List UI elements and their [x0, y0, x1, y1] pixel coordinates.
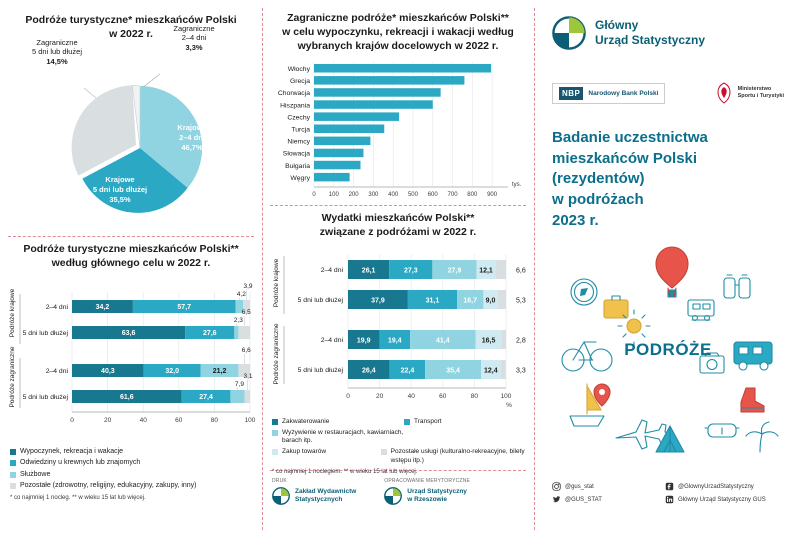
- suitcase-icon: [604, 296, 628, 318]
- svg-text:60: 60: [175, 417, 183, 424]
- svg-text:Podróże zagraniczne: Podróże zagraniczne: [273, 323, 280, 385]
- pie-label-krajowe-2-4-sub: 2–4 dni: [179, 133, 205, 142]
- gus-logo-icon: [272, 487, 290, 505]
- column-middle: [262, 0, 534, 538]
- credit-content-logo-line: [384, 487, 470, 505]
- gus-header-line2: Urząd Statystyczny: [595, 33, 706, 47]
- countries-chart-title-line2: w celu wypoczynku, rekreacji i wakacji według: [282, 25, 514, 38]
- spend-stacked-chart: [268, 248, 530, 423]
- legend-item: [10, 482, 260, 490]
- social-twitter[interactable]: [552, 495, 660, 504]
- social-row-top: [552, 482, 784, 491]
- svg-text:9,0: 9,0: [485, 297, 496, 305]
- legend-swatch-icon: [10, 483, 16, 489]
- pie-chart-title-line1: Podróże turystyczne* mieszkańców Polski: [25, 14, 237, 26]
- svg-text:60: 60: [439, 393, 447, 400]
- callout-zagr-short-value: 3,3%: [185, 42, 203, 52]
- legend-swatch-icon: [272, 419, 278, 425]
- svg-text:4,2: 4,2: [236, 291, 246, 298]
- svg-text:Podróże zagraniczne: Podróże zagraniczne: [9, 346, 16, 408]
- svg-text:600: 600: [427, 192, 438, 198]
- pie-chart-svg: [8, 52, 254, 232]
- svg-text:100: 100: [244, 417, 256, 424]
- svg-text:700: 700: [447, 192, 458, 198]
- credit-print-logo-line: [272, 487, 356, 505]
- ministry-logo: [714, 82, 784, 104]
- svg-text:Czechy: Czechy: [287, 114, 310, 122]
- legend-row: [272, 418, 528, 426]
- legend-item: [404, 418, 442, 426]
- svg-text:tys.: tys.: [512, 182, 522, 188]
- svg-text:5,3: 5,3: [516, 297, 526, 305]
- gus-header-text: [595, 18, 705, 48]
- legend-item: [10, 448, 260, 456]
- legend-label: Pozostałe (zdrowotny, religijny, edukacyjny, zakupy, inny): [20, 482, 197, 490]
- credit-content: [384, 478, 470, 505]
- credits-block: [272, 478, 524, 505]
- social-row-bottom: [552, 495, 784, 504]
- svg-text:6,6: 6,6: [241, 347, 251, 354]
- ministry-line2: Sportu i Turystyki: [737, 93, 784, 99]
- legend-swatch-icon: [272, 430, 278, 436]
- legend-row: [272, 429, 528, 445]
- svg-text:100: 100: [328, 192, 339, 198]
- svg-text:Bułgaria: Bułgaria: [285, 162, 310, 170]
- svg-text:2,8: 2,8: [516, 337, 526, 345]
- linkedin-icon: [665, 495, 674, 504]
- svg-text:27,6: 27,6: [202, 330, 217, 337]
- svg-text:16,5: 16,5: [481, 337, 496, 345]
- countries-bar-chart: [270, 58, 528, 198]
- legend-label: Zakwaterowanie: [282, 418, 330, 425]
- svg-text:Hiszpania: Hiszpania: [280, 102, 310, 110]
- legend-swatch-icon: [10, 472, 16, 478]
- gus-header-line1: Główny: [595, 18, 639, 32]
- callout-zagr-long-sub: 5 dni lub dłużej: [31, 47, 83, 57]
- svg-text:26,4: 26,4: [362, 367, 376, 375]
- page-title: [552, 128, 782, 231]
- svg-text:34,2: 34,2: [95, 304, 110, 311]
- legend-label: Odwiedziny u krewnych lub znajomych: [20, 459, 141, 467]
- legend-item: [10, 471, 260, 479]
- gus-logo-icon: [384, 487, 402, 505]
- svg-text:12,1: 12,1: [479, 267, 493, 275]
- legend-label: Zakup towarów: [282, 448, 327, 456]
- svg-text:Podróże krajowe: Podróże krajowe: [273, 258, 280, 308]
- legend-swatch-icon: [381, 449, 387, 455]
- instagram-icon: [552, 482, 561, 491]
- svg-text:22,4: 22,4: [400, 367, 415, 375]
- train-icon: [688, 300, 714, 320]
- purpose-chart-footnote: * co najmniej 1 nocleg. ** w wieku 15 lat lub więcej.: [10, 494, 146, 501]
- purpose-chart-title: [8, 243, 254, 271]
- pie-label-krajowe-2-4-value: 46,7%: [181, 143, 203, 152]
- social-linkedin[interactable]: [665, 495, 766, 504]
- ministry-line1: Ministerstwo: [737, 86, 772, 93]
- svg-text:41,4: 41,4: [435, 337, 450, 345]
- svg-text:20: 20: [103, 417, 112, 424]
- social-instagram[interactable]: [552, 482, 660, 491]
- svg-text:900: 900: [487, 192, 498, 198]
- svg-text:5 dni lub dłużej: 5 dni lub dłużej: [297, 367, 343, 374]
- svg-text:57,7: 57,7: [177, 304, 192, 311]
- svg-text:0: 0: [70, 417, 74, 424]
- svg-text:Włochy: Włochy: [287, 66, 310, 73]
- svg-text:Chorwacja: Chorwacja: [277, 90, 310, 98]
- facebook-icon: [665, 482, 674, 491]
- legend-swatch-icon: [404, 419, 410, 425]
- page-title-line4: w podróżach: [552, 191, 644, 209]
- svg-text:6,6: 6,6: [516, 267, 526, 275]
- svg-text:26,1: 26,1: [361, 267, 376, 275]
- svg-text:2,3: 2,3: [233, 317, 243, 324]
- pie-label-krajowe-5plus-value: 35,5%: [109, 195, 131, 204]
- purpose-bar-chart: [6, 282, 256, 442]
- svg-text:Niemcy: Niemcy: [287, 138, 310, 146]
- svg-text:2–4 dni: 2–4 dni: [45, 304, 68, 311]
- callout-zagr-short-sub: 2–4 dni: [181, 33, 207, 43]
- svg-text:27,9: 27,9: [447, 267, 462, 275]
- linkedin-handle: Główny Urząd Statystyczny GUS: [678, 496, 766, 503]
- column-right: [534, 0, 800, 538]
- ministry-text: [738, 86, 784, 100]
- countries-chart-title-line3: wybranych krajów docelowych w 2022 r.: [297, 39, 499, 52]
- hero-label: PODRÓŻE: [624, 340, 712, 359]
- legend-label: Wypoczynek, rekreacja i wakacje: [20, 448, 124, 455]
- svg-text:19,4: 19,4: [387, 337, 402, 345]
- svg-text:40,3: 40,3: [101, 368, 115, 375]
- svg-text:5 dni lub dłużej: 5 dni lub dłużej: [22, 330, 68, 337]
- page-title-line2: mieszkańców Polski: [552, 149, 698, 167]
- legend-swatch-icon: [272, 449, 278, 455]
- purpose-chart-title-line2: według głównego celu w 2022 r.: [51, 256, 211, 269]
- spend-stacked-chart-svg: [268, 248, 530, 423]
- svg-text:12,4: 12,4: [484, 367, 498, 375]
- svg-text:400: 400: [388, 192, 399, 198]
- svg-text:63,6: 63,6: [121, 330, 136, 337]
- legend-item: [272, 429, 404, 445]
- twitter-handle: @GUS_STAT: [565, 496, 602, 503]
- legend-swatch-icon: [10, 460, 16, 466]
- pie-chart-title-line2: w 2022 r.: [109, 27, 153, 40]
- nbp-mark-icon: NBP: [559, 87, 583, 100]
- svg-text:3,3: 3,3: [516, 367, 526, 375]
- hiking-boot-icon: [741, 388, 764, 412]
- svg-text:Węgry: Węgry: [290, 174, 310, 182]
- svg-text:2–4 dni: 2–4 dni: [320, 267, 343, 274]
- svg-text:100: 100: [500, 393, 512, 400]
- svg-text:35,4: 35,4: [446, 367, 460, 375]
- svg-text:19,9: 19,9: [356, 337, 371, 345]
- legend-item: [272, 418, 404, 426]
- gus-header: [552, 16, 705, 50]
- svg-text:27,3: 27,3: [403, 267, 418, 275]
- binoculars-icon: [724, 275, 750, 298]
- svg-text:5 dni lub dłużej: 5 dni lub dłużej: [297, 297, 343, 304]
- eagle-emblem-icon: [714, 82, 734, 104]
- credit-content-name-line2: w Rzeszowie: [407, 496, 448, 503]
- page-title-line5: 2023 r.: [552, 211, 599, 229]
- nbp-logo: [552, 83, 665, 104]
- countries-chart-title: [272, 12, 524, 54]
- svg-text:20: 20: [375, 393, 384, 400]
- credit-print-caption: DRUK: [272, 478, 287, 484]
- svg-text:2–4 dni: 2–4 dni: [45, 368, 68, 375]
- pie-label-krajowe-5plus-name: Krajowe: [105, 175, 135, 184]
- purpose-chart-title-line1: Podróże turystyczne mieszkańców Polski**: [23, 243, 239, 255]
- purpose-chart-legend: [10, 448, 260, 501]
- facebook-handle: @GlownyUrzadStatystyczny: [678, 483, 754, 490]
- svg-text:2–4 dni: 2–4 dni: [320, 337, 343, 344]
- legend-label: Pozostałe usługi (kulturalno-rekreacyjne, bilety wstępu itp.): [390, 448, 525, 464]
- legend-item: [10, 459, 260, 467]
- svg-text:200: 200: [348, 192, 359, 198]
- callout-zagr-long-label: Zagraniczne: [36, 38, 78, 47]
- twitter-icon: [552, 495, 561, 504]
- partner-logos: [552, 82, 784, 104]
- spend-chart-legend: [272, 418, 528, 475]
- purpose-bar-chart-svg: [6, 282, 256, 442]
- pie-callout-zagraniczne-5plus: [14, 38, 100, 66]
- svg-text:40: 40: [139, 417, 147, 424]
- legend-label: Transport: [414, 418, 442, 425]
- countries-bar-chart-svg: [270, 58, 528, 198]
- svg-text:40: 40: [407, 393, 415, 400]
- instagram-handle: @gus_stat: [565, 483, 594, 490]
- svg-text:21,2: 21,2: [212, 368, 227, 375]
- social-facebook[interactable]: [665, 482, 754, 491]
- svg-text:800: 800: [467, 192, 478, 198]
- hot-air-balloon-icon: [656, 247, 688, 297]
- countries-chart-title-line1: Zagraniczne podróże* mieszkańców Polski**: [287, 12, 509, 24]
- legend-item: [381, 448, 528, 464]
- palm-tree-icon: [746, 422, 778, 452]
- svg-text:0: 0: [346, 393, 350, 400]
- legend-item: [272, 448, 381, 464]
- hero-illustration: [548, 238, 788, 468]
- svg-text:80: 80: [210, 417, 219, 424]
- svg-text:5 dni lub dłużej: 5 dni lub dłużej: [22, 394, 68, 401]
- credit-print: [272, 478, 356, 505]
- svg-text:3,9: 3,9: [243, 283, 253, 290]
- svg-text:32,0: 32,0: [165, 368, 180, 375]
- credit-print-name-line1: Zakład Wydawnictw: [295, 488, 357, 496]
- svg-text:%: %: [506, 402, 512, 409]
- spend-chart-title-line2: związane z podróżami w 2022 r.: [319, 225, 477, 238]
- page-title-line1: Badanie uczestnictwa: [552, 129, 708, 146]
- svg-text:37,9: 37,9: [371, 297, 385, 305]
- legend-row: [272, 448, 528, 464]
- svg-text:Słowacja: Słowacja: [282, 150, 310, 158]
- legend-swatch-icon: [10, 449, 16, 455]
- svg-text:500: 500: [407, 192, 418, 198]
- svg-text:Turcja: Turcja: [291, 126, 310, 134]
- spend-chart-title: [272, 212, 524, 240]
- gus-logo-icon: [552, 16, 586, 50]
- svg-text:7,9: 7,9: [234, 381, 244, 388]
- svg-text:300: 300: [368, 192, 379, 198]
- social-links: [552, 482, 784, 508]
- callout-zagr-long-value: 14,5%: [46, 56, 68, 66]
- svg-text:31,1: 31,1: [425, 297, 440, 305]
- diving-mask-icon: [705, 424, 739, 437]
- legend-label: Służbowe: [20, 470, 51, 478]
- page-title-line3: (rezydentów): [552, 170, 645, 188]
- credit-print-name: [295, 488, 356, 504]
- pie-label-krajowe-2-4-name: Krajowe: [177, 123, 207, 132]
- spend-chart-title-line1: Wydatki mieszkańców Polski**: [321, 212, 475, 224]
- credit-print-name-line2: Statystycznych: [295, 496, 343, 503]
- svg-text:Podróże krajowe: Podróże krajowe: [9, 288, 16, 338]
- credit-content-caption: OPRACOWANIE MERYTORYCZNE: [384, 478, 471, 484]
- pie-label-krajowe-5plus-sub: 5 dni lub dłużej: [92, 185, 148, 194]
- compass-icon: [571, 279, 597, 305]
- svg-text:3,1: 3,1: [243, 373, 253, 380]
- legend-label: Wyżywienie w restauracjach, kawiarniach, barach itp.: [282, 429, 404, 445]
- spend-chart-footnote: * co najmniej 1 noclegiem. ** w wieku 15 lat lub więcej.: [272, 468, 418, 475]
- pie-leader-line-left: [84, 88, 96, 98]
- svg-text:27,4: 27,4: [199, 394, 213, 401]
- column-left: [0, 0, 262, 538]
- callout-zagr-short-label: Zagraniczne: [173, 24, 215, 33]
- svg-text:61,6: 61,6: [120, 394, 134, 401]
- pie-leader-line-right: [142, 74, 160, 88]
- svg-text:16,7: 16,7: [463, 297, 478, 305]
- nbp-name: Narodowy Bank Polski: [588, 89, 659, 97]
- svg-text:0: 0: [312, 192, 316, 198]
- pie-callout-zagraniczne-2-4: [156, 24, 232, 52]
- credit-content-name-line1: Urząd Statystyczny: [407, 488, 467, 496]
- svg-text:6,5: 6,5: [241, 309, 251, 316]
- svg-text:Grecja: Grecja: [289, 78, 310, 86]
- svg-text:80: 80: [470, 393, 479, 400]
- credit-content-name: [407, 488, 467, 504]
